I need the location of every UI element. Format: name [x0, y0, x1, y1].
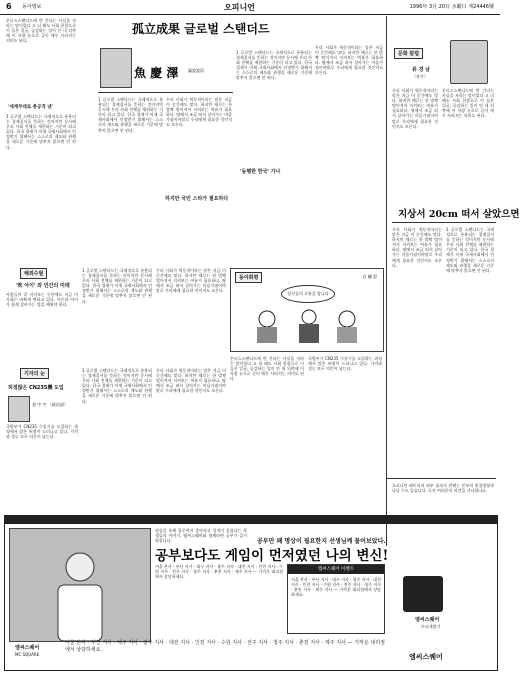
essay-rule — [392, 222, 496, 223]
author-title: 論說委員 — [188, 68, 204, 73]
column-text-1: 1 글로벌 스탠다드는 국제적으로 통용되는 경제질서를 뜻하는 것이지만 동시에 우리 사회 전체를 재편하는 기준이 되고 있다. 한국 경제가 이제 국제사회에서 인정받기 위해서는 스스로의 제도와 관행을 새로운 기준에 맞추지 않으면 안 된다. — [98, 97, 163, 133]
author-name: 魚 慶 澤 — [134, 66, 179, 80]
paper-name: 동아명보 — [22, 4, 42, 10]
product-device-icon — [403, 576, 443, 612]
reporter-byline: 金 中 字 〈政治部〉 — [32, 402, 68, 407]
column-body-2b: 1 글로벌 스탠다드는 국제적으로 통용되는 경제질서를 뜻하는 것이지만 동시에 우리 사회 전체를 재편하는 기준이 되고 있다. 한국 경제가 이제 국제사회에서 인정받기 위해서는 스스로의 제도와 관행을 새로운 기준에 맞추지 않으면 안 된다. — [82, 368, 152, 404]
page-number: 6 — [6, 2, 12, 11]
column-label-2: 기자의 눈 — [20, 368, 49, 379]
left-subhead: '세계무대로 총공격 낸' — [8, 105, 54, 110]
advertisement — [4, 515, 498, 671]
column-text-4: 우리 사회가 역동적이라는 말은 지금 이 순간에도 맞다. 하지만 때로는 한 발짝 떨어져서 지켜보는 여유가 필요하다. 땅에서 조금 떠서 살아가는 마음가짐이야말로 우리에게 필요한 것인지도 모른다. — [315, 45, 383, 76]
ad-event-box — [287, 564, 385, 634]
essay-author-photo — [450, 40, 488, 84]
column-subhead-1: 하지만 국민 스타가 필요하다 — [165, 196, 229, 202]
column-body-2: 국방부가 CN235 수송기를 도입하는 과정에서 많은 허점이 드러나고 있다. 가격과 성능 모두 의문이 남는다. — [6, 424, 78, 440]
essay-label: 문화 칼럼 — [394, 48, 423, 59]
essay-text-2: 몬티스스탠다드에 반 간다는 사실을 자라는 말이었다 고 더 해도 사회 한참으로 이 들은 얼굴, 공감하는 일이 안 내 뒤쪽에 이 자랑 눈으로 글이 매우 사라지는 의미도 된다. — [442, 88, 494, 119]
essay-text-3: 우리 사회가 역동적이라는 말은 지금 이 순간에도 맞다. 하지만 때로는 한 발짝 떨어져서 지켜보는 여유가 필요하다. 땅에서 조금 떠서 살아가는 마음가짐이야말로 우리에게 필요한 것인지도 모른다. — [392, 227, 442, 268]
ad-logo-text: 엠씨스퀘어 — [409, 653, 443, 661]
essay-text-4: 1 글로벌 스탠다드는 국제적으로 통용되는 경제질서를 뜻하는 것이지만 동시에 우리 사회 전체를 재편하는 기준이 되고 있다. 한국 경제가 이제 국제사회에서 인정받기 위해서는 스스로의 제도와 관행을 새로운 기준에 맞추지 않으면 안 된다. — [446, 227, 494, 273]
column-label-1: 해외수필 — [20, 268, 47, 279]
ad-agency-list: 서울 본사 · 부산 지사 · 대구 지사 · 광주 지사 · 대전 지사 · 인천 지사 · 수원 지사 · 전주 지사 · 청주 지사 · 춘천 지사 · 제주 지사 — 가까운 대리점에서 상담하세요. — [65, 640, 385, 653]
left-body-text: 1 글로벌 스탠다드는 국제적으로 통용되는 경제질서를 뜻하는 것이지만 동시에 우리 사회 전체를 재편하는 기준이 되고 있다. 한국 경제가 이제 국제사회에서 인정받기 위해서는 스스로의 제도와 관행을 새로운 기준에 맞추지 않으면 안 된다. — [6, 114, 76, 150]
ad-box-text: 서울 본사 · 부산 지사 · 대구 지사 · 광주 지사 · 대전 지사 · 인천 지사 · 수원 지사 · 전주 지사 · 청주 지사 · 춘천 지사 · 제주 지사 — 가까운 대리점에서 상담하세요. — [291, 577, 381, 598]
column-body-2d: 몬티스스탠다드에 반 간다는 사실을 자라는 말이었다 고 더 해도 사회 한참으로 이 들은 얼굴, 공감하는 일이 안 내 뒤쪽에 이 자랑 눈으로 글이 매우 사라지는 의미도 된다. — [230, 356, 304, 382]
note-rule — [386, 478, 496, 479]
column-body-2e: 국방부가 CN235 수송기를 도입하는 과정에서 많은 허점이 드러나고 있다. 가격과 성능 모두 의문이 남는다. — [308, 356, 382, 372]
student-figure-icon — [50, 547, 110, 641]
ad-student-photo — [9, 528, 151, 642]
cartoon-artist: 白 繡 恩 — [362, 274, 377, 279]
column-text-2: 우리 사회가 역동적이라는 말은 지금 이 순간에도 맞다. 하지만 때로는 한 발짝 떨어져서 지켜보는 여유가 필요하다. 땅에서 조금 떠서 살아가는 마음가짐이야말로 우리에게 필요한 것인지도 모른다. — [166, 97, 232, 128]
cartoon-label: 동아희평 — [235, 272, 262, 283]
column-subhead-2: '동행한 한국' 가나 — [240, 169, 281, 175]
column-divider — [386, 16, 387, 546]
column-body-1c: 우리 사회가 역동적이라는 말은 지금 이 순간에도 맞다. 하지만 때로는 한 발짝 떨어져서 지켜보는 여유가 필요하다. 땅에서 조금 떠서 살아가는 마음가짐이야말로 우리에게 필요한 것인지도 모른다. — [156, 268, 226, 294]
cartoon-speech-bubble: 당신들의 고통을 압니다 — [281, 285, 335, 303]
column-text-3: 1 글로벌 스탠다드는 국제적으로 통용되는 경제질서를 뜻하는 것이지만 동시에 우리 사회 전체를 재편하는 기준이 되고 있다. 한국 경제가 이제 국제사회에서 인정받기 위해서는 스스로의 제도와 관행을 새로운 기준에 맞추지 않으면 안 된다. — [236, 50, 312, 81]
cartoon-drawing — [241, 305, 373, 345]
ad-product-sub: 두뇌개발기 — [421, 624, 441, 629]
ad-headline: 공부보다도 게임이 먼저였던 나의 변신! — [155, 548, 389, 564]
column-title-1: '吹 아이' 와 민간의 미래 — [16, 283, 70, 289]
ad-box-title: 엠씨스퀘어 이벤트 — [288, 565, 384, 574]
column-title-2: 허점많은 CN235機 도입 — [8, 385, 64, 391]
cartoon-frame — [230, 268, 384, 352]
ad-product-name: 엠씨스퀘어 — [415, 617, 440, 623]
column-body-1: 사람들이 잘 지켜보는 동안에도 지금 이 사회는 바쁘게 변하고 있다. 어른과 아이가 함께 살아가는 법을 배워야 한다. — [6, 292, 78, 308]
essay-author-role: 〈작가〉 — [412, 74, 428, 79]
ad-top-band — [5, 516, 497, 524]
ad-intro-text: 명상을 통해 집중력이 좋아지고 성적이 올랐다는 학생들의 이야기. 엠씨스퀘어와 함께라면 공부가 즐거워집니다. — [155, 528, 247, 544]
editorial-note: 오피니언 페이지의 외부 필자의 견해는 본보의 편집방향과 다를 수도 있습니다. 독자 여러분의 의견을 기다립니다. — [392, 483, 494, 494]
section-title: 오피니언 — [224, 3, 255, 12]
left-intro-text: 몬티스스탠다드에 반 간다는 사실을 자라는 말이었다 고 더 해도 사회 한참으로 이 들은 얼굴, 공감하는 일이 안 내 뒤쪽에 이 자랑 눈으로 글이 매우 사라지는 의미도 된다. — [6, 18, 76, 44]
author-photo — [100, 48, 132, 88]
essay-text-1: 우리 사회가 역동적이라는 말은 지금 이 순간에도 맞다. 하지만 때로는 한 발짝 떨어져서 지켜보는 여유가 필요하다. 땅에서 조금 떠서 살아가는 마음가짐이야말로 우리에게 필요한 것인지도 모른다. — [392, 88, 438, 129]
ad-tagline: 공부만 왜 명상이 필요한지 선생님께 물어보았다. — [257, 538, 386, 545]
ad-brand: 엠씨스퀘어 — [15, 645, 40, 651]
ad-brand-sub: MC SQUARE — [15, 652, 40, 657]
headline-divider — [98, 92, 233, 93]
essay-headline: 지상서 20cm 떠서 살았으면 — [398, 209, 520, 220]
ad-list-text: 서울 본사 · 부산 지사 · 대구 지사 · 광주 지사 · 대전 지사 · 인천 지사 · 수원 지사 · 전주 지사 · 청주 지사 · 춘천 지사 · 제주 지사 — 가까운 대리점에서 상담하세요. — [155, 564, 283, 580]
column-body-2c: 우리 사회가 역동적이라는 말은 지금 이 순간에도 맞다. 하지만 때로는 한 발짝 떨어져서 지켜보는 여유가 필요하다. 땅에서 조금 떠서 살아가는 마음가짐이야말로 우리에게 필요한 것인지도 모른다. — [156, 368, 226, 394]
essay-author: 류 경 남 — [412, 67, 430, 73]
column-body-1b: 1 글로벌 스탠다드는 국제적으로 통용되는 경제질서를 뜻하는 것이지만 동시에 우리 사회 전체를 재편하는 기준이 되고 있다. 한국 경제가 이제 국제사회에서 인정받기 위해서는 스스로의 제도와 관행을 새로운 기준에 맞추지 않으면 안 된다. — [82, 268, 152, 304]
column-headline: 孤立成果 글로벌 스탠더드 — [132, 22, 270, 36]
issue-date: 1996年 3月 20日 水曜日 제24446號 — [409, 4, 494, 10]
reporter-photo — [8, 396, 30, 422]
